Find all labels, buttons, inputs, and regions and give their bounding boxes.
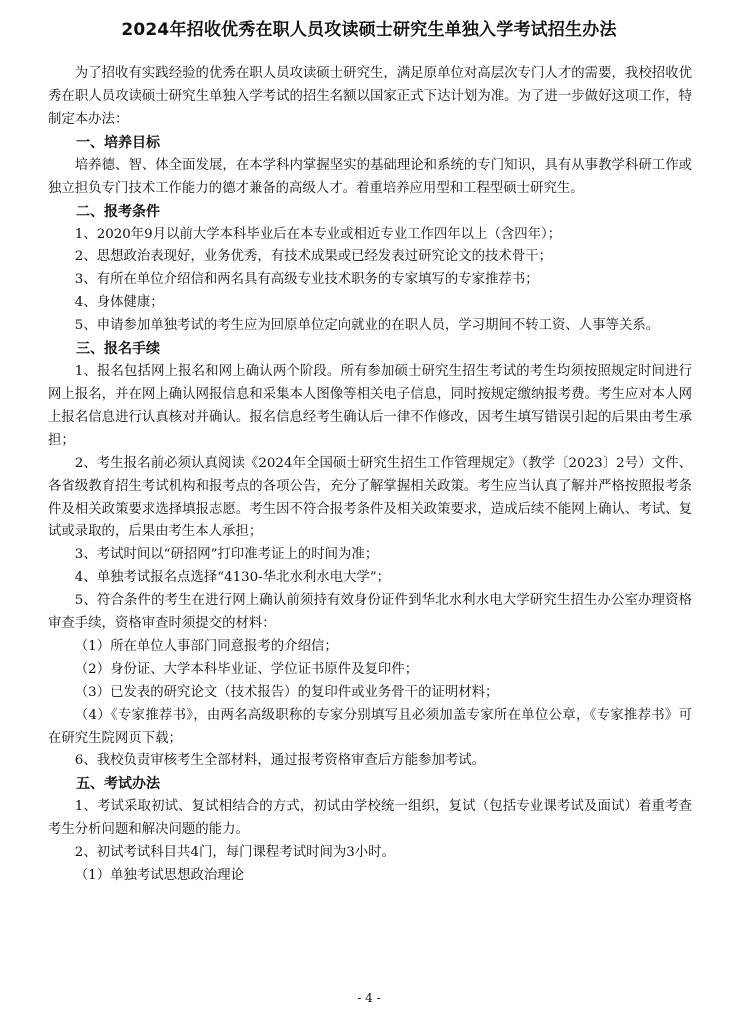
paragraph: 5、申请参加单独考试的考生应为回原单位定向就业的在职人员，学习期间不转工资、人事等关系。 — [74, 318, 660, 334]
paragraph: 4、单独考试报名点选择“4130-华北水利水电大学”； — [74, 570, 391, 586]
section-heading: 一、培养目标 — [76, 134, 160, 151]
paragraph: 6、我校负责审核考生全部材料，通过报考资格审查后方能参加考试。 — [74, 753, 486, 769]
section-heading: 五、考试办法 — [76, 776, 160, 793]
section-heading: 二、报考条件 — [76, 203, 160, 220]
paragraph: （1）所在单位人事部门同意报考的介绍信； — [74, 638, 338, 654]
paragraph: 5、符合条件的考生在进行网上确认前须持有效身份证件到华北水利水电大学研究生招生办公室办理资格审查手续，资格审查时须提交的材料： — [48, 593, 692, 632]
paragraph: 2、考生报名前必须认真阅读《2024年全国硕士研究生招生工作管理规定》（教学〔2023〕2号）文件、各省级教育招生考试机构和报考点的各项公告，充分了解掌握相关政策。考生应当认真了解并严格按照报考条件及相关政策要求选择填报志愿。考生因不符合报考条件及相关政策要求，造成后续不能网上确认、考试、复试或录取的，后果由考生本人承担； — [48, 455, 692, 540]
paragraph: 2、思想政治表现好，业务优秀，有技术成果或已经发表过研究论文的技术骨干； — [74, 249, 552, 265]
section-registration-procedures — [48, 338, 692, 773]
page-title: 2024年招收优秀在职人员攻读硕士研究生单独入学考试招生办法 — [121, 20, 617, 40]
paragraph: 1、报名包括网上报名和网上确认两个阶段。所有参加硕士研究生招生考试的考生均须按照规定时间进行网上报名，并在网上确认网报信息和采集本人图像等相关电子信息，同时按规定缴纳报考费。考生应对本人网上报名信息进行认真核对并确认。报名信息经考生确认后一律不作修改，因考生填写错误引起的后果由考生承担； — [48, 364, 692, 448]
paragraph: 2、初试考试科目共4门，每门课程考试时间为3小时。 — [74, 845, 395, 861]
paragraph: 培养德、智、体全面发展，在本学科内掌握坚实的基础理论和系统的专门知识，具有从事教学科研工作或独立担负专门技术工作能力的德才兼备的高级人才。着重培养应用型和工程型硕士研究生。 — [48, 157, 692, 196]
paragraph: 4、身体健康； — [74, 295, 164, 311]
paragraph: 1、考试采取初试、复试相结合的方式，初试由学校统一组织，复试（包括专业课考试及面试）着重考查考生分析问题和解决问题的能力。 — [48, 799, 692, 838]
paragraph: （4）《专家推荐书》，由两名高级职称的专家分别填写且必须加盖专家所在单位公章，《专家推荐书》可在研究生院网页下载； — [48, 707, 692, 746]
section-exam-methods — [48, 773, 692, 888]
document-body — [48, 63, 692, 888]
intro-paragraph: 为了招收有实践经验的优秀在职人员攻读硕士研究生，满足原单位对高层次专门人才的需要，我校招收优秀在职人员攻读硕士研究生单独入学考试的招生名额以国家正式下达计划为准。为了进一步做好这项工作，特制定本办法： — [48, 66, 692, 127]
paragraph: （2）身份证、大学本科毕业证、学位证书原件及复印件； — [74, 661, 419, 677]
paragraph: （3）已发表的研究论文（技术报告）的复印件或业务骨干的证明材料； — [74, 684, 499, 700]
paragraph: 3、考试时间以“研招网”打印准考证上的时间为准； — [74, 547, 379, 563]
paragraph: （1）单独考试思想政治理论 — [74, 868, 245, 884]
section-application-requirements — [48, 201, 692, 339]
section-heading: 三、报名手续 — [76, 341, 160, 358]
paragraph: 1、2020年9月以前大学本科毕业后在本专业或相近专业工作四年以上（含四年）； — [74, 226, 562, 242]
paragraph: 3、有所在单位介绍信和两名具有高级专业技术职务的专家填写的专家推荐书； — [74, 272, 539, 288]
section-training-goal — [48, 132, 692, 201]
page-number: - 4 - — [357, 991, 381, 1005]
